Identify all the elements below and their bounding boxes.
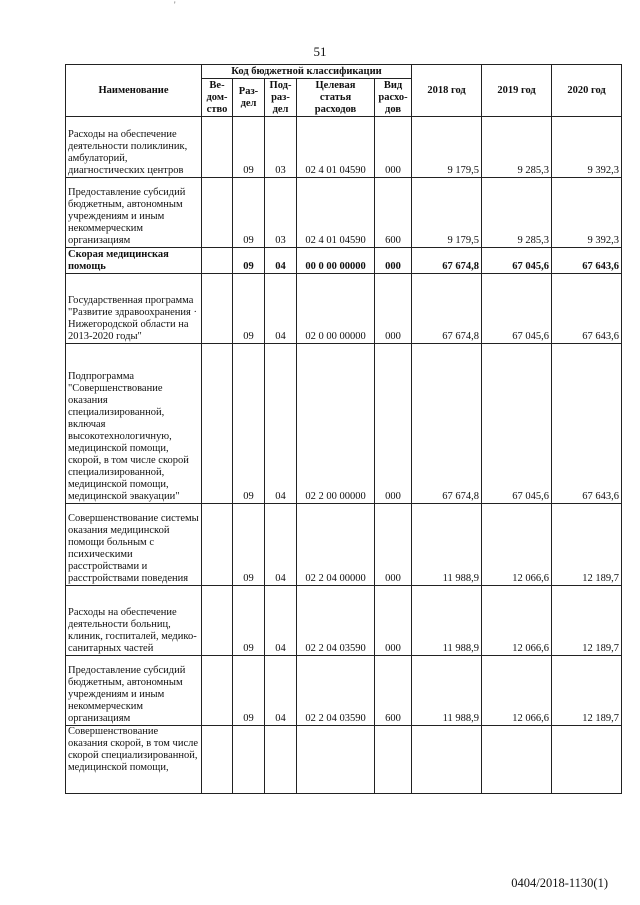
table-row: [66, 117, 622, 178]
cell-y2019: 67 045,6: [482, 248, 552, 274]
cell-name: Совершенствование оказания скорой, в том числе скорой специализированной, медицинской помощи,: [66, 726, 202, 794]
header-2020: 2020 год: [552, 65, 622, 117]
cell-y2019: 12 066,6: [482, 656, 552, 726]
budget-table: [65, 64, 622, 794]
cell-vid: 000: [375, 344, 412, 504]
cell-vid: 000: [375, 248, 412, 274]
cell-csr: 02 2 04 00000: [297, 504, 375, 586]
cell-podrazdel: 04: [265, 274, 297, 344]
cell-podrazdel: 03: [265, 178, 297, 248]
cell-y2019: 12 066,6: [482, 504, 552, 586]
cell-razdel: [233, 726, 265, 794]
cell-vid: 000: [375, 117, 412, 178]
cell-y2020: 67 643,6: [552, 274, 622, 344]
top-mark: ': [174, 0, 176, 10]
cell-razdel: 09: [233, 178, 265, 248]
cell-y2020: 67 643,6: [552, 248, 622, 274]
cell-y2019: 9 285,3: [482, 117, 552, 178]
cell-y2020: 67 643,6: [552, 344, 622, 504]
cell-name: Подпрограмма "Совершенствование оказания специализированной, включая высокотехнологичную, медицинской помощи, скорой, в том числе скорой специализированной, медицинской помощи, медицинской эвакуации": [66, 344, 202, 504]
cell-podrazdel: 03: [265, 117, 297, 178]
cell-razdel: 09: [233, 344, 265, 504]
table-row: [66, 178, 622, 248]
table-row: [66, 248, 622, 274]
cell-y2018: 9 179,5: [412, 178, 482, 248]
header-ved: Ве-дом-ство: [202, 79, 233, 117]
table-row: [66, 656, 622, 726]
cell-csr: 02 2 04 03590: [297, 656, 375, 726]
table-row: [66, 504, 622, 586]
cell-ved: [202, 656, 233, 726]
cell-razdel: 09: [233, 504, 265, 586]
cell-vid: [375, 726, 412, 794]
table-body: [66, 117, 622, 794]
cell-vid: 600: [375, 656, 412, 726]
cell-y2020: 12 189,7: [552, 504, 622, 586]
header-csr: Целевая статья расходов: [297, 79, 375, 117]
cell-ved: [202, 726, 233, 794]
cell-y2020: [552, 726, 622, 794]
table-row: [66, 274, 622, 344]
cell-y2019: 67 045,6: [482, 344, 552, 504]
cell-vid: 000: [375, 504, 412, 586]
cell-name: Скорая медицинская помощь: [66, 248, 202, 274]
cell-csr: 02 2 04 03590: [297, 586, 375, 656]
cell-csr: [297, 726, 375, 794]
cell-vid: 000: [375, 586, 412, 656]
cell-y2018: 9 179,5: [412, 117, 482, 178]
cell-ved: [202, 117, 233, 178]
cell-podrazdel: 04: [265, 656, 297, 726]
cell-name: Совершенствование системы оказания медицинской помощи больным с психическими расстройствами и расстройствами поведения: [66, 504, 202, 586]
table-row: [66, 586, 622, 656]
cell-ved: [202, 504, 233, 586]
cell-y2018: 11 988,9: [412, 504, 482, 586]
cell-y2018: 11 988,9: [412, 586, 482, 656]
cell-y2020: 12 189,7: [552, 586, 622, 656]
cell-y2018: 67 674,8: [412, 344, 482, 504]
cell-y2019: 12 066,6: [482, 586, 552, 656]
cell-razdel: 09: [233, 656, 265, 726]
cell-name: Предоставление субсидий бюджетным, автономным учреждениям и иным некоммерческим организациям: [66, 178, 202, 248]
cell-name: Предоставление субсидий бюджетным, автономным учреждениям и иным некоммерческим организациям: [66, 656, 202, 726]
cell-y2020: 9 392,3: [552, 117, 622, 178]
cell-y2020: 12 189,7: [552, 656, 622, 726]
cell-razdel: 09: [233, 274, 265, 344]
header-code-group: Код бюджетной классификации: [202, 65, 412, 79]
cell-csr: 02 4 01 04590: [297, 117, 375, 178]
cell-csr: 02 4 01 04590: [297, 178, 375, 248]
cell-y2019: [482, 726, 552, 794]
cell-podrazdel: [265, 726, 297, 794]
cell-name: Государственная программа "Развитие здравоохранения · Нижегородской области на 2013-2020 годы": [66, 274, 202, 344]
cell-csr: 00 0 00 00000: [297, 248, 375, 274]
cell-ved: [202, 586, 233, 656]
cell-ved: [202, 248, 233, 274]
cell-ved: [202, 344, 233, 504]
cell-podrazdel: 04: [265, 586, 297, 656]
header-2019: 2019 год: [482, 65, 552, 117]
cell-csr: 02 0 00 00000: [297, 274, 375, 344]
cell-razdel: 09: [233, 117, 265, 178]
cell-y2019: 9 285,3: [482, 178, 552, 248]
table-row: [66, 344, 622, 504]
cell-razdel: 09: [233, 248, 265, 274]
cell-y2018: [412, 726, 482, 794]
header-razdel: Раз-дел: [233, 79, 265, 117]
cell-y2019: 67 045,6: [482, 274, 552, 344]
page-number: 51: [313, 44, 327, 59]
cell-razdel: 09: [233, 586, 265, 656]
header-vid: Вид расхо-дов: [375, 79, 412, 117]
header-podrazdel: Под-раз-дел: [265, 79, 297, 117]
cell-podrazdel: 04: [265, 504, 297, 586]
cell-name: Расходы на обеспечение деятельности поликлиник, амбулаторий, диагностических центров: [66, 117, 202, 178]
cell-vid: 600: [375, 178, 412, 248]
cell-ved: [202, 274, 233, 344]
cell-name: Расходы на обеспечение деятельности больниц, клиник, госпиталей, медико-санитарных частей: [66, 586, 202, 656]
cell-vid: 000: [375, 274, 412, 344]
cell-podrazdel: 04: [265, 248, 297, 274]
cell-y2018: 67 674,8: [412, 274, 482, 344]
cell-csr: 02 2 00 00000: [297, 344, 375, 504]
table-row: [66, 726, 622, 794]
cell-podrazdel: 04: [265, 344, 297, 504]
document-code: 0404/2018-1130(1): [511, 876, 608, 890]
cell-y2018: 11 988,9: [412, 656, 482, 726]
cell-y2020: 9 392,3: [552, 178, 622, 248]
table-header: [66, 65, 622, 117]
header-name: Наименование: [66, 65, 202, 117]
cell-y2018: 67 674,8: [412, 248, 482, 274]
cell-ved: [202, 178, 233, 248]
header-2018: 2018 год: [412, 65, 482, 117]
